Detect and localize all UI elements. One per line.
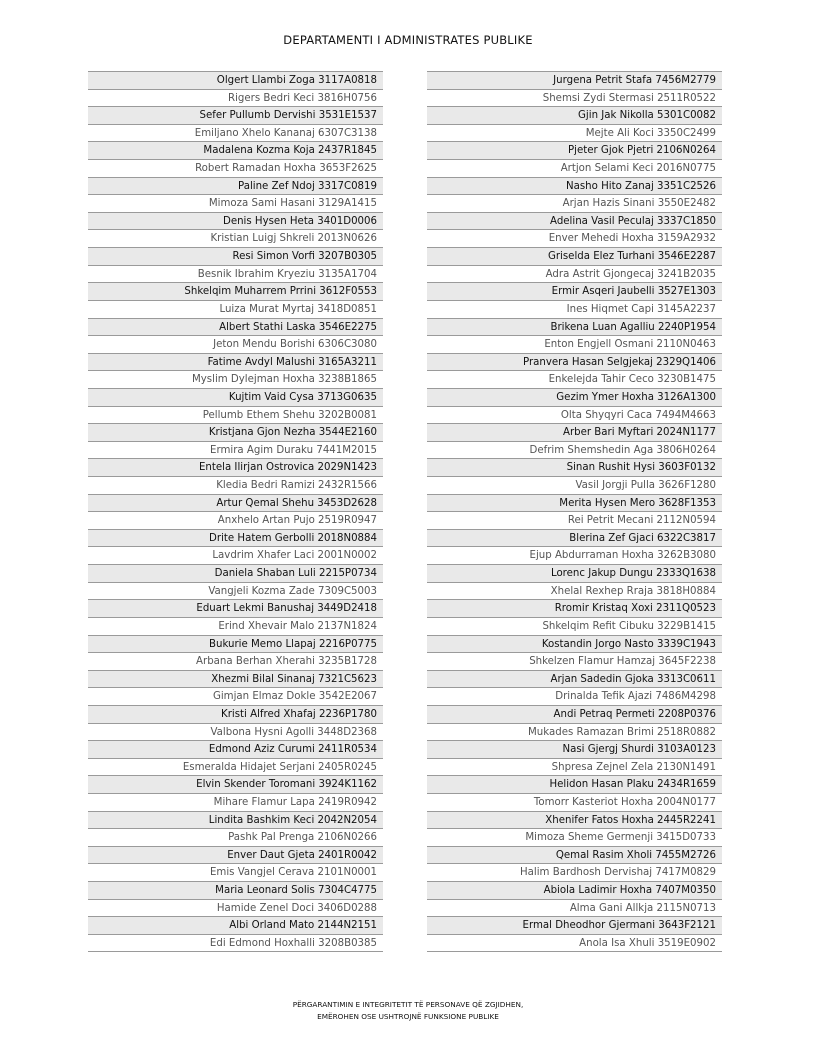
list-item: Blerina Zef Gjaci 6322C3817 xyxy=(427,529,722,547)
list-item: Xhenifer Fatos Hoxha 2445R2241 xyxy=(427,811,722,829)
list-item: Shpresa Zejnel Zela 2130N1491 xyxy=(427,758,722,776)
list-item: Edmond Aziz Curumi 2411R0534 xyxy=(88,740,383,758)
list-item: Mimoza Sheme Germenji 3415D0733 xyxy=(427,828,722,846)
column-end-divider xyxy=(88,951,383,952)
list-item: Merita Hysen Mero 3628F1353 xyxy=(427,494,722,512)
list-item: Artur Qemal Shehu 3453D2628 xyxy=(88,494,383,512)
list-item: Fatime Avdyl Malushi 3165A3211 xyxy=(88,353,383,371)
list-item: Denis Hysen Heta 3401D0006 xyxy=(88,212,383,230)
list-item: Lindita Bashkim Keci 2042N2054 xyxy=(88,811,383,829)
list-item: Ejup Abdurraman Hoxha 3262B3080 xyxy=(427,546,722,564)
list-item: Emis Vangjel Cerava 2101N0001 xyxy=(88,863,383,881)
footer-line-1: PËRGARANTIMIN E INTEGRITETIT TË PERSONAVE QË ZGJIDHEN, xyxy=(292,1000,524,1009)
list-item: Albert Stathi Laska 3546E2275 xyxy=(88,318,383,336)
list-item: Adelina Vasil Peculaj 3337C1850 xyxy=(427,212,722,230)
list-item: Defrim Shemshedin Aga 3806H0264 xyxy=(427,441,722,459)
document-title: DEPARTAMENTI I ADMINISTRATES PUBLIKE xyxy=(283,33,533,47)
list-item: Arbana Berhan Xherahi 3235B1728 xyxy=(88,652,383,670)
list-item: Brikena Luan Agalliu 2240P1954 xyxy=(427,318,722,336)
list-item: Gjin Jak Nikolla 5301C0082 xyxy=(427,106,722,124)
list-item: Shemsi Zydi Stermasi 2511R0522 xyxy=(427,89,722,107)
list-item: Esmeralda Hidajet Serjani 2405R0245 xyxy=(88,758,383,776)
list-item: Eduart Lekmi Banushaj 3449D2418 xyxy=(88,599,383,617)
list-item: Entela Ilirjan Ostrovica 2029N1423 xyxy=(88,458,383,476)
list-item: Erind Xhevair Malo 2137N1824 xyxy=(88,617,383,635)
list-item: Rigers Bedri Keci 3816H0756 xyxy=(88,89,383,107)
list-item: Nasho Hito Zanaj 3351C2526 xyxy=(427,177,722,195)
list-item: Arjan Sadedin Gjoka 3313C0611 xyxy=(427,670,722,688)
list-item: Mejte Ali Koci 3350C2499 xyxy=(427,124,722,142)
list-item: Ermir Asqeri Jaubelli 3527E1303 xyxy=(427,282,722,300)
list-item: Enton Engjell Osmani 2110N0463 xyxy=(427,335,722,353)
list-item: Ines Hiqmet Capi 3145A2237 xyxy=(427,300,722,318)
list-item: Ermal Dheodhor Gjermani 3643F2121 xyxy=(427,916,722,934)
list-item: Sinan Rushit Hysi 3603F0132 xyxy=(427,458,722,476)
list-item: Kledia Bedri Ramizi 2432R1566 xyxy=(88,476,383,494)
list-item: Kristjana Gjon Nezha 3544E2160 xyxy=(88,423,383,441)
list-item: Gezim Ymer Hoxha 3126A1300 xyxy=(427,388,722,406)
list-item: Jeton Mendu Borishi 6306C3080 xyxy=(88,335,383,353)
list-item: Lavdrim Xhafer Laci 2001N0002 xyxy=(88,546,383,564)
list-item: Enver Daut Gjeta 2401R0042 xyxy=(88,846,383,864)
list-item: Pranvera Hasan Selgjekaj 2329Q1406 xyxy=(427,353,722,371)
list-item: Rromir Kristaq Xoxi 2311Q0523 xyxy=(427,599,722,617)
list-item: Edi Edmond Hoxhalli 3208B0385 xyxy=(88,934,383,952)
list-item: Olta Shyqyri Caca 7494M4663 xyxy=(427,406,722,424)
list-item: Robert Ramadan Hoxha 3653F2625 xyxy=(88,159,383,177)
list-item: Arber Bari Myftari 2024N1177 xyxy=(427,423,722,441)
list-item: Pjeter Gjok Pjetri 2106N0264 xyxy=(427,141,722,159)
list-item: Alma Gani Allkja 2115N0713 xyxy=(427,899,722,917)
list-item: Ermira Agim Duraku 7441M2015 xyxy=(88,441,383,459)
list-item: Albi Orland Mato 2144N2151 xyxy=(88,916,383,934)
list-item: Shkelqim Refit Cibuku 3229B1415 xyxy=(427,617,722,635)
list-item: Pashk Pal Prenga 2106N0266 xyxy=(88,828,383,846)
list-item: Elvin Skender Toromani 3924K1162 xyxy=(88,775,383,793)
list-item: Emiljano Xhelo Kananaj 6307C3138 xyxy=(88,124,383,142)
list-item: Hamide Zenel Doci 3406D0288 xyxy=(88,899,383,917)
left-name-column xyxy=(88,71,383,952)
list-item: Nasi Gjergj Shurdi 3103A0123 xyxy=(427,740,722,758)
list-item: Besnik Ibrahim Kryeziu 3135A1704 xyxy=(88,265,383,283)
list-item: Xhelal Rexhep Rraja 3818H0884 xyxy=(427,582,722,600)
list-item: Paline Zef Ndoj 3317C0819 xyxy=(88,177,383,195)
list-item: Shkelqim Muharrem Prrini 3612F0553 xyxy=(88,282,383,300)
list-item: Daniela Shaban Luli 2215P0734 xyxy=(88,564,383,582)
list-item: Pellumb Ethem Shehu 3202B0081 xyxy=(88,406,383,424)
list-item: Mukades Ramazan Brimi 2518R0882 xyxy=(427,723,722,741)
list-item: Valbona Hysni Agolli 3448D2368 xyxy=(88,723,383,741)
list-item: Vasil Jorgji Pulla 3626F1280 xyxy=(427,476,722,494)
list-item: Kristi Alfred Xhafaj 2236P1780 xyxy=(88,705,383,723)
list-item: Andi Petraq Permeti 2208P0376 xyxy=(427,705,722,723)
list-item: Helidon Hasan Plaku 2434R1659 xyxy=(427,775,722,793)
list-item: Arjan Hazis Sinani 3550E2482 xyxy=(427,194,722,212)
footer-line-2: EMËROHEN OSE USHTROJNË FUNKSIONE PUBLIKE xyxy=(317,1012,499,1021)
list-item: Anxhelo Artan Pujo 2519R0947 xyxy=(88,511,383,529)
list-item: Tomorr Kasteriot Hoxha 2004N0177 xyxy=(427,793,722,811)
list-item: Resi Simon Vorfi 3207B0305 xyxy=(88,247,383,265)
list-item: Rei Petrit Mecani 2112N0594 xyxy=(427,511,722,529)
list-item: Sefer Pullumb Dervishi 3531E1537 xyxy=(88,106,383,124)
list-item: Enver Mehedi Hoxha 3159A2932 xyxy=(427,229,722,247)
list-item: Griselda Elez Turhani 3546E2287 xyxy=(427,247,722,265)
list-item: Xhezmi Bilal Sinanaj 7321C5623 xyxy=(88,670,383,688)
list-item: Kostandin Jorgo Nasto 3339C1943 xyxy=(427,635,722,653)
list-item: Bukurie Memo Llapaj 2216P0775 xyxy=(88,635,383,653)
list-item: Mihare Flamur Lapa 2419R0942 xyxy=(88,793,383,811)
column-end-divider xyxy=(427,951,722,952)
list-item: Artjon Selami Keci 2016N0775 xyxy=(427,159,722,177)
list-item: Drite Hatem Gerbolli 2018N0884 xyxy=(88,529,383,547)
document-footer xyxy=(0,999,816,1023)
list-item: Gimjan Elmaz Dokle 3542E2067 xyxy=(88,687,383,705)
list-item: Kujtim Vaid Cysa 3713G0635 xyxy=(88,388,383,406)
list-item: Halim Bardhosh Dervishaj 7417M0829 xyxy=(427,863,722,881)
list-item: Qemal Rasim Xholi 7455M2726 xyxy=(427,846,722,864)
list-item: Drinalda Tefik Ajazi 7486M4298 xyxy=(427,687,722,705)
right-name-column xyxy=(427,71,722,952)
list-item: Enkelejda Tahir Ceco 3230B1475 xyxy=(427,370,722,388)
list-item: Olgert Llambi Zoga 3117A0818 xyxy=(88,71,383,89)
list-item: Jurgena Petrit Stafa 7456M2779 xyxy=(427,71,722,89)
list-item: Madalena Kozma Koja 2437R1845 xyxy=(88,141,383,159)
list-item: Maria Leonard Solis 7304C4775 xyxy=(88,881,383,899)
list-item: Myslim Dylejman Hoxha 3238B1865 xyxy=(88,370,383,388)
list-item: Luiza Murat Myrtaj 3418D0851 xyxy=(88,300,383,318)
list-item: Adra Astrit Gjongecaj 3241B2035 xyxy=(427,265,722,283)
list-item: Anola Isa Xhuli 3519E0902 xyxy=(427,934,722,952)
list-item: Mimoza Sami Hasani 3129A1415 xyxy=(88,194,383,212)
list-item: Lorenc Jakup Dungu 2333Q1638 xyxy=(427,564,722,582)
list-item: Shkelzen Flamur Hamzaj 3645F2238 xyxy=(427,652,722,670)
list-item: Kristian Luigj Shkreli 2013N0626 xyxy=(88,229,383,247)
list-item: Vangjeli Kozma Zade 7309C5003 xyxy=(88,582,383,600)
list-item: Abiola Ladimir Hoxha 7407M0350 xyxy=(427,881,722,899)
